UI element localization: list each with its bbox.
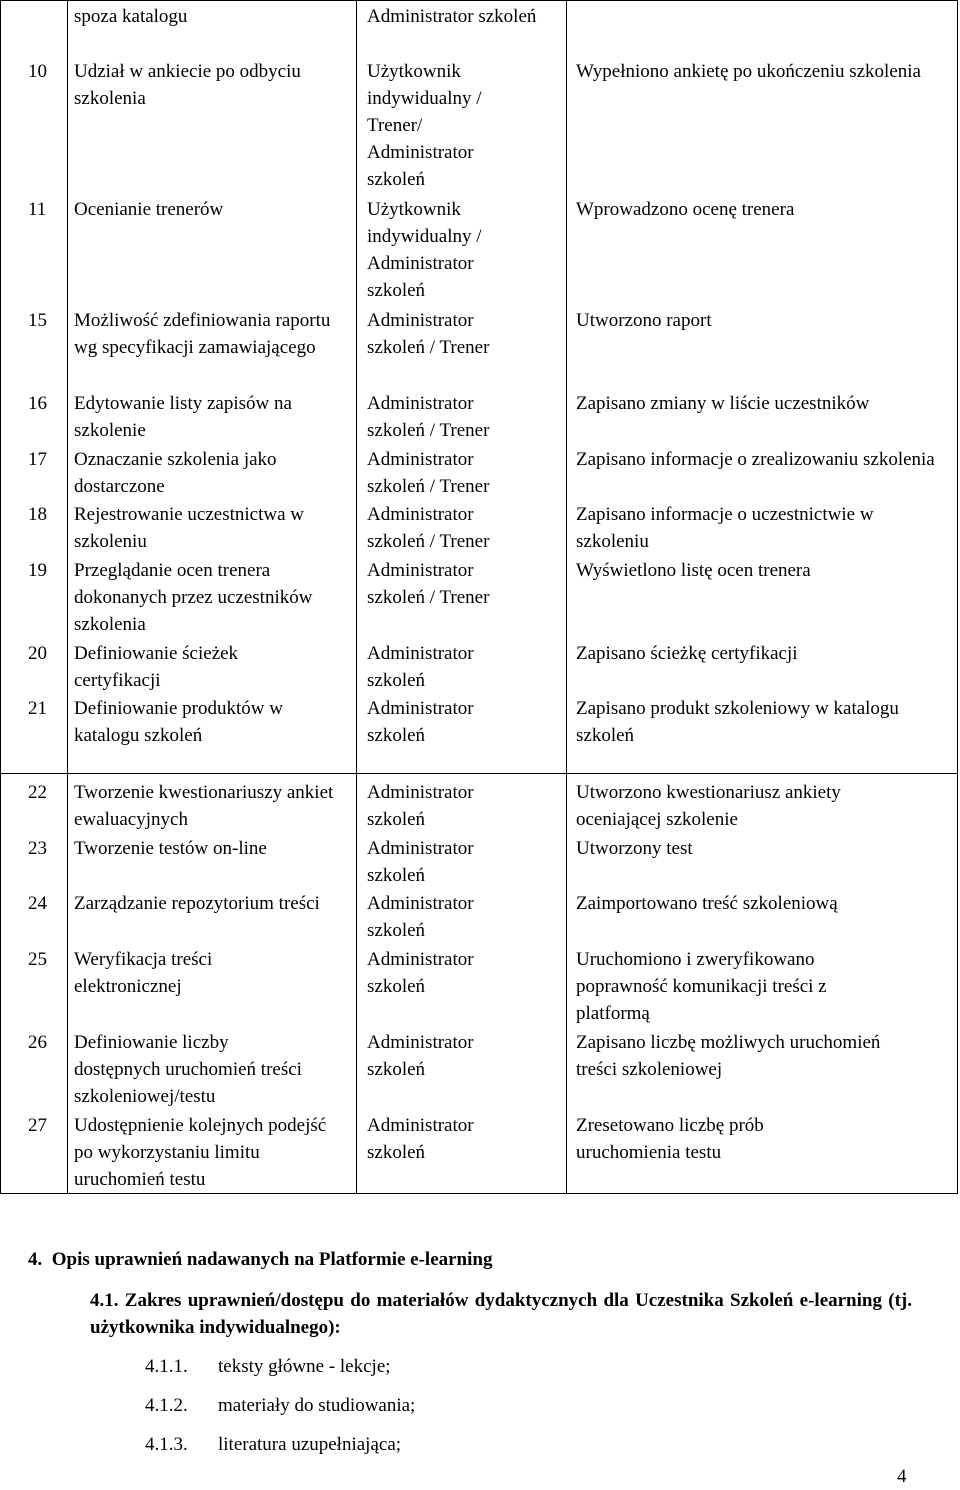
table-row-result: Wyświetlono listę ocen trenera xyxy=(576,560,811,581)
table-row-number: 15 xyxy=(28,310,47,331)
list-item-text: literatura uzupełniająca; xyxy=(218,1434,402,1455)
table-row-number: 10 xyxy=(28,61,47,82)
table-row-role: Administrator szkoleń / Trener xyxy=(367,449,490,497)
table-row-result: Utworzono raport xyxy=(576,310,712,331)
table-row-task: Ocenianie trenerów xyxy=(74,199,224,220)
table-row-number: 21 xyxy=(28,698,47,719)
table-row-role: Administrator szkoleń / Trener xyxy=(367,504,490,552)
table-border-col3 xyxy=(566,0,567,1194)
table-border-top xyxy=(0,0,958,1)
table-border-col2 xyxy=(356,0,357,1194)
table-row-role: Administrator szkoleń xyxy=(367,893,474,941)
table-row-task: Oznaczanie szkolenia jako dostarczone xyxy=(74,449,277,497)
table-row-number: 11 xyxy=(28,199,47,220)
table-row-role: Administrator szkoleń xyxy=(367,6,537,27)
table-row-number: 17 xyxy=(28,449,47,470)
table-row-number: 25 xyxy=(28,949,47,970)
list-item-text: teksty główne - lekcje; xyxy=(218,1356,391,1377)
table-row-result: Zapisano zmiany w liście uczestników xyxy=(576,393,870,414)
table-row-result: Utworzony test xyxy=(576,838,693,859)
table-row-number: 20 xyxy=(28,643,47,664)
table-row-result: Zapisano ścieżkę certyfikacji xyxy=(576,643,798,664)
table-row-task: Udostępnienie kolejnych podejść po wykorzystaniu limitu uruchomień testu xyxy=(74,1115,327,1190)
table-row-number: 16 xyxy=(28,393,47,414)
table-row-task: Zarządzanie repozytorium treści xyxy=(74,893,320,914)
table-row-role: Użytkownik indywidualny / Administrator szkoleń xyxy=(367,199,482,301)
table-page-break-line xyxy=(0,773,958,774)
table-row-result: Zresetowano liczbę prób uruchomienia testu xyxy=(576,1115,764,1163)
table-row-task: Możliwość zdefiniowania raportu wg specyfikacji zamawiającego xyxy=(74,310,331,358)
page-number: 4 xyxy=(897,1466,907,1487)
table-row-role: Administrator szkoleń xyxy=(367,1032,474,1080)
table-row-task: Tworzenie testów on-line xyxy=(74,838,267,859)
table-row-number: 24 xyxy=(28,893,47,914)
table-row-role: Administrator szkoleń xyxy=(367,643,474,691)
table-row-task: Definiowanie liczby dostępnych uruchomień treści szkoleniowej/testu xyxy=(74,1032,302,1107)
table-row-role: Administrator szkoleń xyxy=(367,698,474,746)
table-row-number: 27 xyxy=(28,1115,47,1136)
table-row-result: Zaimportowano treść szkoleniową xyxy=(576,893,838,914)
table-row-task: Tworzenie kwestionariuszy ankiet ewaluacyjnych xyxy=(74,782,334,830)
table-row-task: Weryfikacja treści elektronicznej xyxy=(74,949,213,997)
table-row-role: Administrator szkoleń xyxy=(367,838,474,886)
table-row-result: Uruchomiono i zweryfikowano poprawność komunikacji treści z platformą xyxy=(576,949,827,1024)
table-border-col1 xyxy=(67,0,68,1194)
table-row-task: Udział w ankiecie po odbyciu szkolenia xyxy=(74,61,301,109)
table-row-result: Zapisano liczbę możliwych uruchomień treści szkoleniowej xyxy=(576,1032,881,1080)
list-item-number: 4.1.3. xyxy=(145,1434,188,1455)
table-row-number: 18 xyxy=(28,504,47,525)
table-row-number: 22 xyxy=(28,782,47,803)
table-row-result: Zapisano produkt szkoleniowy w katalogu szkoleń xyxy=(576,698,899,746)
table-row-task: Definiowanie produktów w katalogu szkoleń xyxy=(74,698,283,746)
table-row-result: Wypełniono ankietę po ukończeniu szkolenia xyxy=(576,61,921,82)
table-row-task: Definiowanie ścieżek certyfikacji xyxy=(74,643,239,691)
table-row-role: Użytkownik indywidualny / Trener/ Administrator szkoleń xyxy=(367,61,482,190)
table-row-result: Utworzono kwestionariusz ankiety oceniającej szkolenie xyxy=(576,782,841,830)
table-row-role: Administrator szkoleń / Trener xyxy=(367,310,490,358)
table-row-task: Przeglądanie ocen trenera dokonanych przez uczestników szkolenia xyxy=(74,560,313,635)
list-item-number: 4.1.2. xyxy=(145,1395,188,1416)
subsection-heading: 4.1. Zakres uprawnień/dostępu do materiałów dydaktycznych dla Uczestnika Szkoleń e-learning (tj. użytkownika indywidualnego): xyxy=(90,1290,912,1338)
table-row-role: Administrator szkoleń / Trener xyxy=(367,560,490,608)
table-row-role: Administrator szkoleń xyxy=(367,1115,474,1163)
table-row-task: spoza katalogu xyxy=(74,6,188,27)
table-row-result: Zapisano informacje o uczestnictwie w szkoleniu xyxy=(576,504,874,552)
section-heading: 4. Opis uprawnień nadawanych na Platformie e-learning xyxy=(28,1249,493,1270)
table-row-result: Zapisano informacje o zrealizowaniu szkolenia xyxy=(576,449,935,470)
table-row-role: Administrator szkoleń xyxy=(367,782,474,830)
table-row-number: 26 xyxy=(28,1032,47,1053)
table-row-task: Edytowanie listy zapisów na szkolenie xyxy=(74,393,292,441)
list-item-number: 4.1.1. xyxy=(145,1356,188,1377)
table-row-role: Administrator szkoleń / Trener xyxy=(367,393,490,441)
table-border-bottom xyxy=(0,1193,958,1194)
table-border-left xyxy=(0,0,1,1194)
table-row-task: Rejestrowanie uczestnictwa w szkoleniu xyxy=(74,504,305,552)
table-row-number: 19 xyxy=(28,560,47,581)
table-row-number: 23 xyxy=(28,838,47,859)
table-row-role: Administrator szkoleń xyxy=(367,949,474,997)
list-item-text: materiały do studiowania; xyxy=(218,1395,416,1416)
table-row-result: Wprowadzono ocenę trenera xyxy=(576,199,795,220)
table-border-right xyxy=(957,0,958,1194)
